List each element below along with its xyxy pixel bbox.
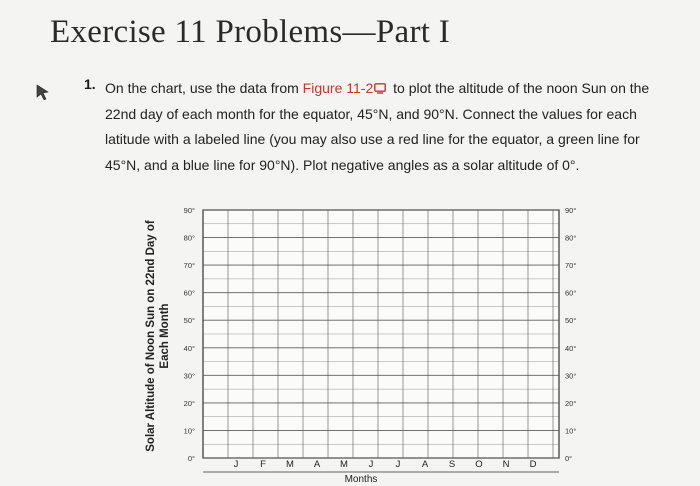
- y-tick-label-right: 10°: [565, 426, 577, 436]
- x-tick-label-month: J: [395, 459, 401, 470]
- y-axis-label-line: Each Month: [159, 303, 171, 369]
- problem-text-before: On the chart, use the data from: [105, 80, 303, 96]
- y-tick-label-right: 40°: [565, 343, 577, 353]
- y-tick-label-left: 10°: [183, 426, 195, 436]
- y-axis-label-line: Solar Altitude of Noon Sun on 22nd Day of: [145, 220, 157, 452]
- solar-altitude-chart: [138, 196, 598, 486]
- x-tick-label-month: S: [448, 459, 456, 470]
- y-tick-label-right: 90°: [565, 206, 577, 215]
- x-tick-label-month: J: [368, 459, 374, 470]
- y-tick-label-right: 30°: [565, 371, 577, 381]
- figure-link[interactable]: Figure 11-2: [302, 80, 374, 96]
- y-tick-label-left: 60°: [183, 288, 195, 298]
- x-axis-label: Months: [344, 474, 378, 485]
- y-tick-label-right: 70°: [565, 261, 577, 271]
- figure-link-icon[interactable]: [374, 83, 386, 94]
- y-tick-label-left: 50°: [183, 316, 195, 326]
- y-tick-label-left: 90°: [183, 206, 195, 215]
- x-tick-label-month: M: [286, 459, 294, 470]
- problem-text-after: to plot the altitude of the noon Sun on the 22nd day of each month for the equator, 45°N, and 90°N. Connect the values for each latitude with a labeled line (you may also use a red line for the equator, a green line for 45°N, and a blue line for 90°N). Plot negative angles as a solar altitude of 0°.: [105, 80, 650, 173]
- y-tick-label-right: 80°: [565, 233, 577, 243]
- x-tick-label-month: N: [502, 459, 510, 470]
- y-tick-label-left: 80°: [183, 233, 195, 243]
- x-tick-label-month: A: [421, 459, 429, 470]
- y-tick-label-left: 70°: [183, 261, 195, 271]
- x-tick-label-month: F: [260, 459, 266, 470]
- x-tick-label-month: O: [475, 459, 483, 470]
- x-tick-label-month: A: [313, 459, 321, 470]
- problem-number: 1.: [84, 76, 96, 92]
- x-tick-label-month: D: [529, 459, 537, 470]
- cursor-arrow-icon: [36, 84, 50, 100]
- y-tick-label-left: 30°: [183, 371, 195, 381]
- y-tick-label-right: 0°: [565, 454, 573, 463]
- y-tick-label-right: 50°: [565, 316, 577, 326]
- y-tick-label-left: 0°: [187, 454, 195, 463]
- y-tick-label-right: 60°: [565, 288, 577, 298]
- page-title: Exercise 11 Problems—Part I: [50, 14, 451, 50]
- y-tick-label-left: 40°: [183, 343, 195, 353]
- y-tick-label-right: 20°: [565, 398, 577, 408]
- x-tick-label-month: M: [340, 459, 348, 470]
- problem-text: [105, 76, 665, 178]
- y-tick-label-left: 20°: [183, 398, 195, 408]
- x-tick-label-month: J: [233, 459, 239, 470]
